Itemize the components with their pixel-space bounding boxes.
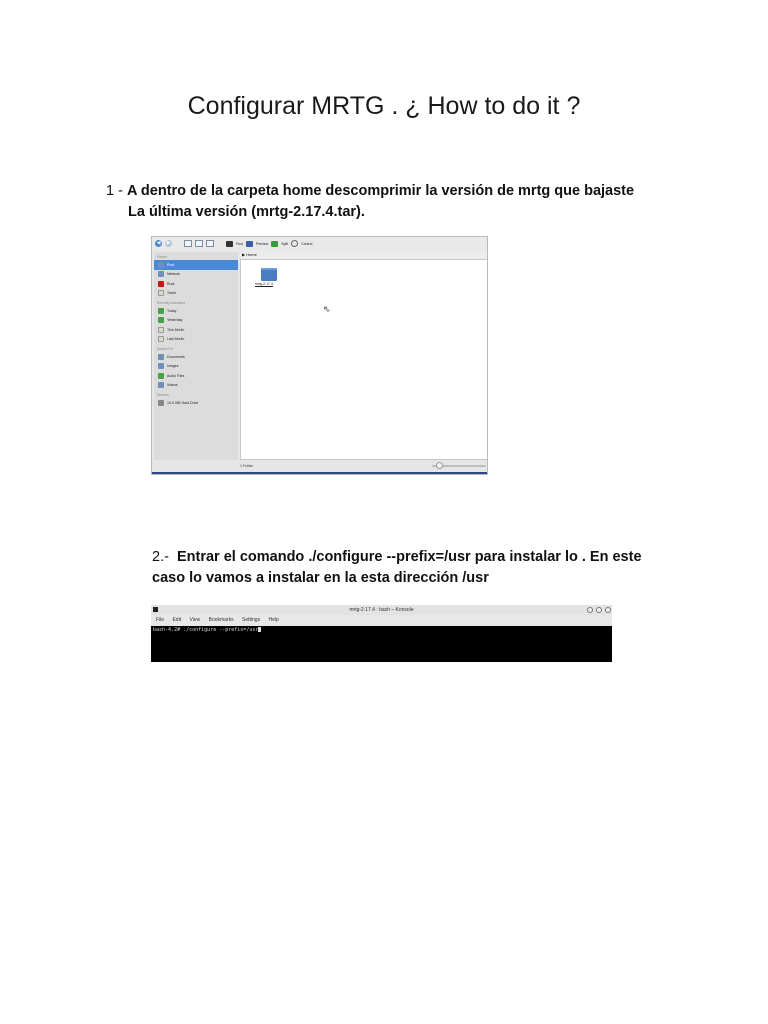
menu-view[interactable]: View — [189, 617, 201, 623]
sidebar-item-today[interactable] — [154, 306, 238, 316]
preview-icon[interactable] — [246, 241, 253, 247]
sidebar-item-root[interactable] — [154, 260, 238, 270]
sidebar-item-images[interactable] — [154, 362, 238, 372]
terminal-prompt[interactable] — [153, 627, 261, 633]
file-manager-toolbar — [152, 237, 487, 250]
documents-icon — [158, 354, 164, 360]
text-cursor — [258, 627, 261, 632]
sidebar-item-label: Videos — [167, 383, 178, 388]
split-label[interactable]: Split — [281, 241, 289, 246]
control-label[interactable]: Control — [301, 241, 313, 246]
page-title: Configurar MRTG . ¿ How to do it ? — [187, 92, 581, 120]
sidebar-item-label: Audio Files — [167, 373, 185, 378]
minimize-icon[interactable] — [587, 607, 593, 613]
sidebar-item-yesterday[interactable] — [154, 316, 238, 326]
network-icon — [158, 271, 164, 277]
sidebar-item-this-month[interactable] — [154, 325, 238, 335]
icons-view-icon[interactable] — [184, 240, 192, 247]
search-heading: Search For — [157, 347, 174, 351]
columns-view-icon[interactable] — [206, 240, 214, 247]
video-icon — [158, 382, 164, 388]
menu-bookmarks[interactable]: Bookmarks — [208, 617, 234, 623]
sidebar-item-root-folder[interactable] — [154, 279, 238, 289]
sidebar-item-hard-drive[interactable] — [154, 398, 238, 408]
home-folder-icon — [158, 262, 164, 268]
breadcrumb[interactable]: ▶ Home — [240, 250, 488, 259]
control-icon[interactable] — [291, 240, 298, 247]
maximize-icon[interactable] — [596, 607, 602, 613]
forward-arrow-icon[interactable]: ▶ — [166, 240, 171, 246]
step-1-instruction — [106, 181, 666, 223]
command-line: bash-4.2# ./configure --prefix=/usr — [153, 627, 259, 633]
sidebar-item-label: Today — [167, 308, 177, 313]
terminal-menubar — [151, 615, 612, 626]
sidebar-item-audio[interactable] — [154, 371, 238, 381]
calendar-icon — [158, 317, 164, 323]
split-icon[interactable] — [271, 241, 278, 247]
terminal-titlebar — [151, 605, 612, 615]
sidebar-item-label: This Month — [167, 327, 185, 332]
sidebar-item-label: Last Month — [167, 337, 185, 342]
status-bar: 1 Folder — [152, 460, 487, 472]
hard-drive-icon — [158, 400, 164, 406]
sidebar-item-documents[interactable] — [154, 352, 238, 362]
sidebar-item-label: Root — [167, 262, 175, 267]
terminal-title: mrtg-2.17.4 : bash – Konsole — [349, 607, 414, 613]
sidebar-item-last-month[interactable] — [154, 335, 238, 345]
taskbar-strip — [152, 472, 487, 475]
calendar-icon — [158, 327, 164, 333]
zoom-slider-handle[interactable] — [436, 462, 443, 469]
details-view-icon[interactable] — [195, 240, 203, 247]
menu-edit[interactable]: Edit — [172, 617, 182, 623]
close-icon[interactable] — [605, 607, 611, 613]
menu-settings[interactable]: Settings — [242, 617, 261, 623]
audio-icon — [158, 373, 164, 379]
mouse-pointer-icon: ⇖ — [323, 304, 331, 314]
preview-label[interactable]: Preview — [255, 241, 269, 246]
terminal-screenshot — [151, 605, 612, 662]
sidebar-item-videos[interactable] — [154, 381, 238, 391]
breadcrumb-home[interactable]: Home — [246, 252, 257, 257]
step-1-line-1: A dentro de la carpeta home descomprimir la versión de mrtg que bajaste — [126, 183, 635, 199]
step-2-number: 2.- — [152, 549, 169, 565]
sidebar-item-label: Root — [167, 281, 175, 286]
folder-name[interactable]: mrtg-2.17.4 — [255, 282, 273, 286]
step-1-number: 1 - — [106, 183, 127, 199]
sidebar-item-label: Images — [167, 364, 179, 369]
file-manager-screenshot — [151, 236, 488, 475]
menu-help[interactable]: Help — [268, 617, 279, 623]
folder-icon[interactable] — [261, 268, 277, 281]
recent-heading: Recently Accessed — [157, 301, 185, 305]
sidebar-item-label: Documents — [167, 354, 185, 359]
konsole-app-icon — [153, 607, 158, 612]
sidebar-item-label: Network — [167, 272, 180, 277]
step-2-text: Entrar el comando ./configure --prefix=/usr para instalar lo . En este caso lo vamos a instalar en la esta dirección /usr — [152, 549, 642, 586]
sidebar-item-trash[interactable] — [154, 289, 238, 299]
back-arrow-icon[interactable]: ◀ — [156, 240, 161, 246]
devices-heading: Devices — [157, 393, 169, 397]
step-2-instruction — [152, 547, 672, 589]
trash-icon — [158, 290, 164, 296]
file-view — [240, 259, 488, 460]
calendar-icon — [158, 308, 164, 314]
sidebar-item-label: 10.0 GiB Hard Drive — [167, 400, 199, 405]
step-1-line-2: La última versión (mrtg-2.17.4.tar). — [128, 204, 365, 220]
sidebar-item-label: Yesterday — [167, 318, 183, 323]
root-folder-icon — [158, 281, 164, 287]
images-icon — [158, 363, 164, 369]
menu-file[interactable]: File — [156, 617, 165, 623]
find-label[interactable]: Find — [236, 241, 243, 246]
binoculars-icon[interactable] — [226, 241, 233, 247]
places-heading: Places — [157, 255, 167, 259]
sidebar-item-network[interactable] — [154, 270, 238, 280]
places-sidebar — [154, 252, 238, 463]
sidebar-item-label: Trash — [167, 291, 176, 296]
calendar-icon — [158, 336, 164, 342]
